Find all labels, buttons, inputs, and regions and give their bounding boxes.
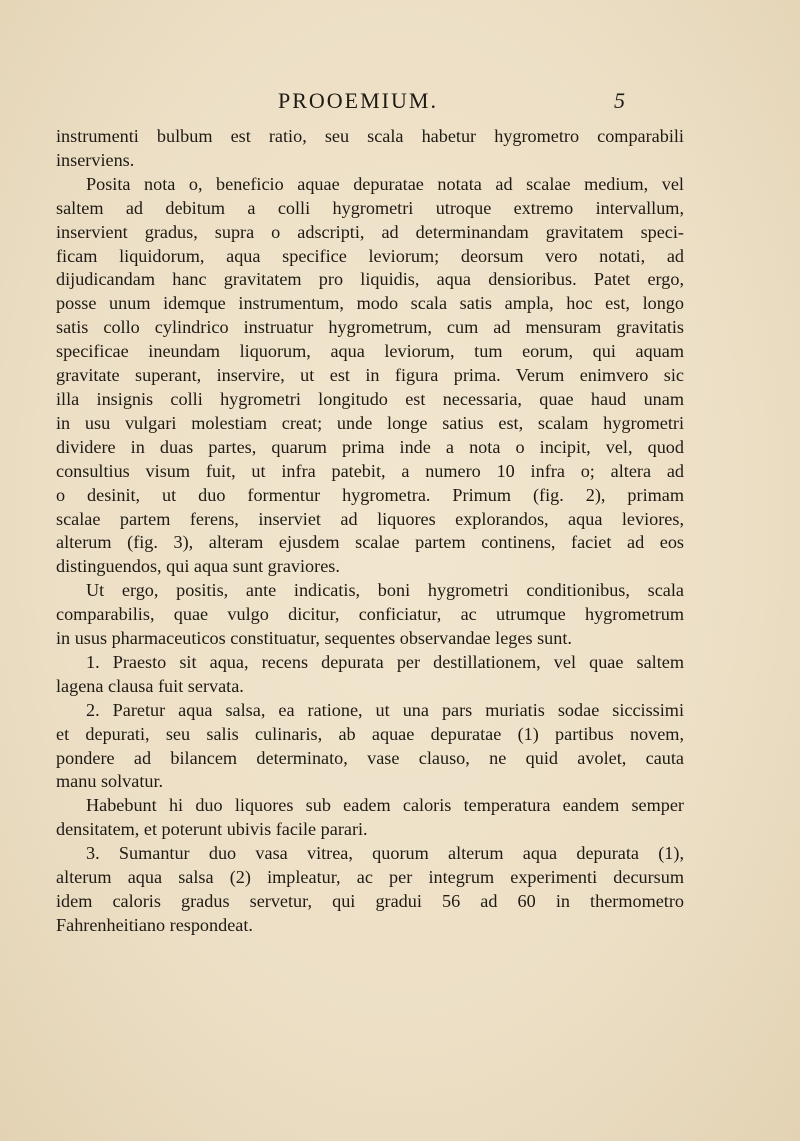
text-line: posse unum idemque instrumentum, modo scala satis ampla, hoc est, longo bbox=[56, 293, 684, 314]
text-line: Posita nota o, beneficio aquae depuratae notata ad scalae medium, vel bbox=[86, 173, 684, 194]
text-line: manu solvatur. bbox=[56, 771, 164, 792]
text-line: in usu vulgari molestiam creat; unde longe satius est, scalam hygrometri bbox=[56, 412, 684, 433]
text-line: idem caloris gradus servetur, qui gradui 56 ad 60 in thermometro bbox=[56, 891, 684, 911]
body-text bbox=[56, 125, 684, 938]
text-line: densitatem, et poterunt ubivis facile parari. bbox=[56, 819, 368, 840]
text-line: lagena clausa fuit servata. bbox=[56, 675, 244, 696]
text-line: illa insignis colli hygrometri longitudo est necessaria, quae haud unam bbox=[56, 388, 684, 409]
text-line: 1. Praesto sit aqua, recens depurata per destillationem, vel quae saltem bbox=[86, 651, 684, 672]
running-title: PROOEMIUM. bbox=[278, 88, 438, 113]
text-line: et depurati, seu salis culinaris, ab aquae depuratae (1) partibus novem, bbox=[56, 723, 684, 744]
text-line: alterum (fig. 3), alteram ejusdem scalae partem continens, faciet ad eos bbox=[56, 532, 684, 553]
text-line: instrumenti bulbum est ratio, seu scala habetur hygrometro comparabili bbox=[56, 126, 684, 146]
text-line: comparabilis, quae vulgo dicitur, conficiatur, ac utrumque hygrometrum bbox=[56, 604, 684, 625]
text-line: alterum aqua salsa (2) impleatur, ac per integrum experimenti decursum bbox=[56, 867, 684, 888]
page-header bbox=[0, 88, 800, 118]
text-line: dividere in duas partes, quarum prima inde a nota o incipit, vel, quod bbox=[56, 436, 684, 457]
text-line: dijudicandam hanc gravitatem pro liquidis, aqua densioribus. Patet ergo, bbox=[56, 269, 684, 290]
page-number: 5 bbox=[614, 88, 625, 113]
text-line: consultius visum fuit, ut infra patebit, a numero 10 infra o; altera ad bbox=[56, 460, 684, 481]
text-line: Fahrenheitiano respondeat. bbox=[56, 914, 253, 935]
text-line: satis collo cylindrico instruatur hygrometrum, cum ad mensuram gravitatis bbox=[56, 317, 684, 338]
text-line: o desinit, ut duo formentur hygrometra. Primum (fig. 2), primam bbox=[56, 484, 684, 505]
text-line: inservient gradus, supra o adscripti, ad determinandam gravitatem speci- bbox=[56, 221, 684, 242]
text-line: scalae partem ferens, inserviet ad liquores explorandos, aqua leviores, bbox=[56, 508, 684, 529]
text-line: distinguendos, qui aqua sunt graviores. bbox=[56, 556, 340, 577]
text-line: 2. Paretur aqua salsa, ea ratione, ut una pars muriatis sodae siccissimi bbox=[86, 699, 684, 720]
text-line: specificae ineundam liquorum, aqua leviorum, tum eorum, qui aquam bbox=[56, 341, 684, 362]
text-line: gravitate superant, inservire, ut est in figura prima. Verum enimvero sic bbox=[56, 365, 684, 386]
text-line: inserviens. bbox=[56, 149, 135, 170]
text-line: Ut ergo, positis, ante indicatis, boni hygrometri conditionibus, scala bbox=[86, 580, 684, 601]
text-line: pondere ad bilancem determinato, vase clauso, ne quid avolet, cauta bbox=[56, 747, 684, 768]
text-line: Habebunt hi duo liquores sub eadem caloris temperatura eandem semper bbox=[86, 795, 684, 816]
text-line: ficam liquidorum, aqua specifice leviorum; deorsum vero notati, ad bbox=[56, 245, 684, 266]
text-line: 3. Sumantur duo vasa vitrea, quorum alterum aqua depurata (1), bbox=[86, 843, 684, 864]
text-line: in usus pharmaceuticos constituatur, sequentes observandae leges sunt. bbox=[56, 628, 572, 649]
text-line: saltem ad debitum a colli hygrometri utroque extremo intervallum, bbox=[56, 197, 684, 218]
